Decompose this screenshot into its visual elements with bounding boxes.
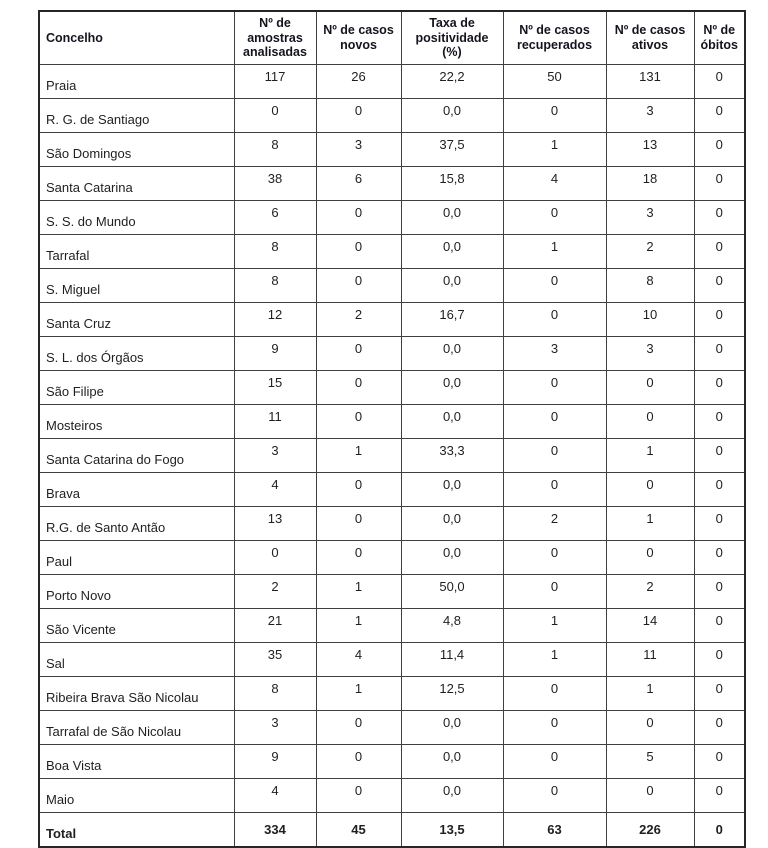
table-body	[39, 65, 745, 813]
value-cell: 0	[503, 439, 606, 473]
concelho-cell: Tarrafal	[39, 235, 234, 269]
value-cell: 14	[606, 609, 694, 643]
value-cell: 0	[234, 541, 316, 575]
value-cell: 0,0	[401, 473, 503, 507]
value-cell: 2	[606, 235, 694, 269]
value-cell: 3	[503, 337, 606, 371]
value-cell: 33,3	[401, 439, 503, 473]
value-cell: 8	[234, 133, 316, 167]
value-cell: 3	[316, 133, 401, 167]
value-cell: 12,5	[401, 677, 503, 711]
value-cell: 0	[503, 99, 606, 133]
value-cell: 11	[234, 405, 316, 439]
value-cell: 0	[503, 779, 606, 813]
value-cell: 50	[503, 65, 606, 99]
value-cell: 0	[503, 745, 606, 779]
value-cell: 0	[316, 507, 401, 541]
value-cell: 0	[606, 711, 694, 745]
header-casos-ativos: Nº de casos ativos	[606, 11, 694, 65]
concelho-cell: Ribeira Brava São Nicolau	[39, 677, 234, 711]
table-footer	[39, 813, 745, 848]
value-cell: 0,0	[401, 235, 503, 269]
value-cell: 0	[316, 337, 401, 371]
value-cell: 0	[316, 235, 401, 269]
concelho-cell: S. Miguel	[39, 269, 234, 303]
value-cell: 0	[316, 269, 401, 303]
value-cell: 1	[606, 677, 694, 711]
value-cell: 131	[606, 65, 694, 99]
value-cell: 18	[606, 167, 694, 201]
value-cell: 3	[234, 439, 316, 473]
value-cell: 0	[694, 371, 745, 405]
value-cell: 0	[316, 779, 401, 813]
total-obitos: 0	[694, 813, 745, 848]
value-cell: 15	[234, 371, 316, 405]
value-cell: 9	[234, 745, 316, 779]
value-cell: 0	[316, 405, 401, 439]
value-cell: 2	[316, 303, 401, 337]
value-cell: 0	[606, 371, 694, 405]
value-cell: 11,4	[401, 643, 503, 677]
value-cell: 0	[694, 303, 745, 337]
value-cell: 0	[694, 133, 745, 167]
concelho-cell: Sal	[39, 643, 234, 677]
value-cell: 1	[316, 677, 401, 711]
table-row	[39, 269, 745, 303]
value-cell: 0	[606, 779, 694, 813]
table-row	[39, 99, 745, 133]
table-row	[39, 779, 745, 813]
value-cell: 1	[503, 643, 606, 677]
table-row	[39, 643, 745, 677]
value-cell: 4	[234, 779, 316, 813]
value-cell: 3	[606, 201, 694, 235]
value-cell: 0	[694, 167, 745, 201]
value-cell: 10	[606, 303, 694, 337]
value-cell: 0,0	[401, 269, 503, 303]
value-cell: 0	[316, 711, 401, 745]
value-cell: 0	[316, 745, 401, 779]
value-cell: 0	[694, 643, 745, 677]
value-cell: 1	[316, 609, 401, 643]
value-cell: 0	[503, 473, 606, 507]
value-cell: 2	[503, 507, 606, 541]
value-cell: 1	[316, 575, 401, 609]
value-cell: 1	[316, 439, 401, 473]
table-row	[39, 541, 745, 575]
value-cell: 0	[606, 405, 694, 439]
value-cell: 22,2	[401, 65, 503, 99]
table-row	[39, 575, 745, 609]
value-cell: 0,0	[401, 711, 503, 745]
value-cell: 0	[694, 235, 745, 269]
value-cell: 0	[316, 371, 401, 405]
concelho-cell: Maio	[39, 779, 234, 813]
header-casos-novos: Nº de casos novos	[316, 11, 401, 65]
value-cell: 0	[694, 745, 745, 779]
value-cell: 0	[694, 201, 745, 235]
table-row	[39, 677, 745, 711]
total-casos-ativos: 226	[606, 813, 694, 848]
value-cell: 0	[503, 269, 606, 303]
value-cell: 0	[503, 677, 606, 711]
value-cell: 0,0	[401, 405, 503, 439]
concelho-cell: Santa Catarina do Fogo	[39, 439, 234, 473]
value-cell: 9	[234, 337, 316, 371]
value-cell: 0	[234, 99, 316, 133]
value-cell: 0	[694, 677, 745, 711]
concelho-cell: Boa Vista	[39, 745, 234, 779]
value-cell: 37,5	[401, 133, 503, 167]
value-cell: 0	[694, 575, 745, 609]
total-row	[39, 813, 745, 848]
value-cell: 5	[606, 745, 694, 779]
value-cell: 0	[316, 541, 401, 575]
concelho-cell: R.G. de Santo Antão	[39, 507, 234, 541]
table-row	[39, 745, 745, 779]
concelho-cell: Porto Novo	[39, 575, 234, 609]
value-cell: 0,0	[401, 337, 503, 371]
concelho-cell: Mosteiros	[39, 405, 234, 439]
value-cell: 35	[234, 643, 316, 677]
value-cell: 0	[606, 541, 694, 575]
value-cell: 8	[234, 235, 316, 269]
value-cell: 0,0	[401, 541, 503, 575]
value-cell: 1	[606, 439, 694, 473]
concelho-cell: S. S. do Mundo	[39, 201, 234, 235]
value-cell: 1	[503, 609, 606, 643]
value-cell: 0	[316, 201, 401, 235]
value-cell: 0	[503, 303, 606, 337]
table-header	[39, 11, 745, 65]
value-cell: 0	[694, 337, 745, 371]
header-amostras-analisadas: Nº de amostras analisadas	[234, 11, 316, 65]
value-cell: 6	[316, 167, 401, 201]
value-cell: 0	[606, 473, 694, 507]
value-cell: 8	[606, 269, 694, 303]
table-row	[39, 371, 745, 405]
value-cell: 0	[694, 779, 745, 813]
total-casos-novos: 45	[316, 813, 401, 848]
table-row	[39, 337, 745, 371]
value-cell: 13	[234, 507, 316, 541]
value-cell: 0	[694, 609, 745, 643]
value-cell: 0	[694, 269, 745, 303]
table-row	[39, 167, 745, 201]
value-cell: 0,0	[401, 507, 503, 541]
value-cell: 0	[694, 473, 745, 507]
value-cell: 6	[234, 201, 316, 235]
value-cell: 8	[234, 269, 316, 303]
value-cell: 0,0	[401, 779, 503, 813]
concelho-cell: R. G. de Santiago	[39, 99, 234, 133]
value-cell: 2	[606, 575, 694, 609]
total-amostras: 334	[234, 813, 316, 848]
table-row	[39, 609, 745, 643]
value-cell: 4,8	[401, 609, 503, 643]
value-cell: 3	[234, 711, 316, 745]
concelho-cell: Praia	[39, 65, 234, 99]
value-cell: 11	[606, 643, 694, 677]
value-cell: 26	[316, 65, 401, 99]
value-cell: 0	[694, 405, 745, 439]
total-label: Total	[39, 813, 234, 848]
value-cell: 4	[503, 167, 606, 201]
concelho-cell: São Vicente	[39, 609, 234, 643]
value-cell: 50,0	[401, 575, 503, 609]
value-cell: 0,0	[401, 745, 503, 779]
value-cell: 16,7	[401, 303, 503, 337]
concelho-cell: Paul	[39, 541, 234, 575]
total-casos-recuperados: 63	[503, 813, 606, 848]
table-row	[39, 439, 745, 473]
table-row	[39, 201, 745, 235]
value-cell: 15,8	[401, 167, 503, 201]
value-cell: 0,0	[401, 99, 503, 133]
table-row	[39, 507, 745, 541]
value-cell: 1	[606, 507, 694, 541]
value-cell: 0	[694, 507, 745, 541]
value-cell: 0,0	[401, 201, 503, 235]
concelho-cell: Santa Cruz	[39, 303, 234, 337]
concelho-cell: Santa Catarina	[39, 167, 234, 201]
value-cell: 0	[503, 575, 606, 609]
value-cell: 38	[234, 167, 316, 201]
value-cell: 4	[234, 473, 316, 507]
total-taxa-positividade: 13,5	[401, 813, 503, 848]
value-cell: 0	[503, 201, 606, 235]
header-concelho: Concelho	[39, 11, 234, 65]
value-cell: 0	[694, 439, 745, 473]
table-row	[39, 405, 745, 439]
concelho-covid-table	[38, 10, 746, 848]
table-row	[39, 235, 745, 269]
value-cell: 13	[606, 133, 694, 167]
value-cell: 117	[234, 65, 316, 99]
value-cell: 0	[503, 711, 606, 745]
value-cell: 0	[694, 99, 745, 133]
value-cell: 0	[503, 541, 606, 575]
value-cell: 12	[234, 303, 316, 337]
concelho-cell: Tarrafal de São Nicolau	[39, 711, 234, 745]
concelho-cell: São Filipe	[39, 371, 234, 405]
value-cell: 0	[694, 65, 745, 99]
header-row	[39, 11, 745, 65]
table-row	[39, 473, 745, 507]
concelho-cell: S. L. dos Órgãos	[39, 337, 234, 371]
value-cell: 0	[503, 405, 606, 439]
value-cell: 0	[503, 371, 606, 405]
value-cell: 21	[234, 609, 316, 643]
value-cell: 0	[694, 711, 745, 745]
header-obitos: Nº de óbitos	[694, 11, 745, 65]
value-cell: 0,0	[401, 371, 503, 405]
value-cell: 3	[606, 99, 694, 133]
value-cell: 0	[694, 541, 745, 575]
table-row	[39, 711, 745, 745]
header-taxa-positividade: Taxa de positividade (%)	[401, 11, 503, 65]
value-cell: 4	[316, 643, 401, 677]
value-cell: 8	[234, 677, 316, 711]
concelho-cell: São Domingos	[39, 133, 234, 167]
header-casos-recuperados: Nº de casos recuperados	[503, 11, 606, 65]
value-cell: 3	[606, 337, 694, 371]
value-cell: 2	[234, 575, 316, 609]
table-row	[39, 65, 745, 99]
table-row	[39, 133, 745, 167]
value-cell: 1	[503, 235, 606, 269]
value-cell: 0	[316, 99, 401, 133]
concelho-cell: Brava	[39, 473, 234, 507]
value-cell: 1	[503, 133, 606, 167]
value-cell: 0	[316, 473, 401, 507]
table-row	[39, 303, 745, 337]
